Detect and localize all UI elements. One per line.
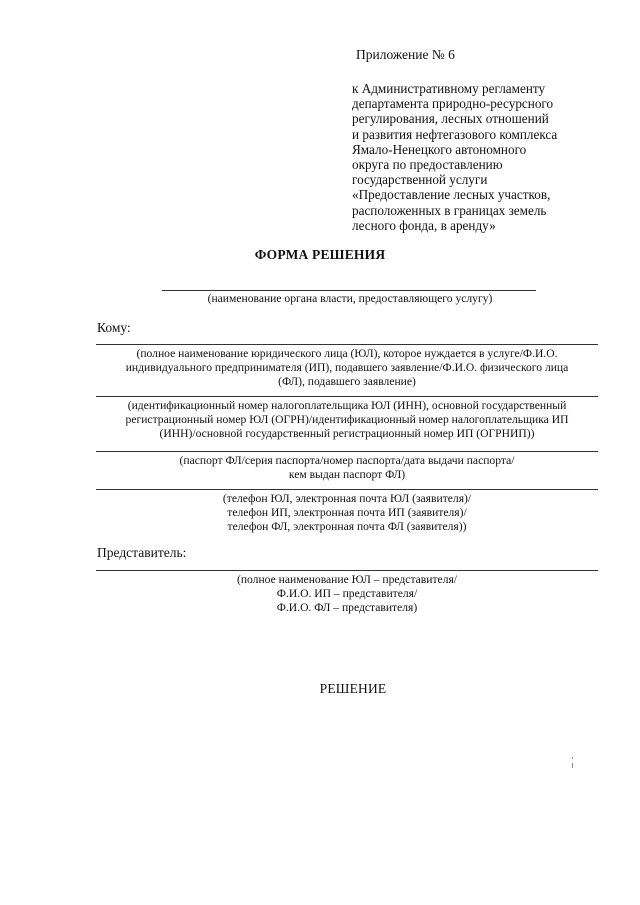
recipient-contacts-caption: (телефон ЮЛ, электронная почта ЮЛ (заявителя)/ телефон ИП, электронная почта ИП (заявителя)/ телефон ФЛ, электронная почта ФЛ (заявителя)) — [222, 492, 472, 534]
recipient-contacts-line — [96, 489, 598, 490]
authority-caption: (наименование органа власти, предоставляющего услугу) — [207, 292, 493, 305]
scan-mark — [572, 757, 573, 759]
recipient-passport-caption: (паспорт ФЛ/серия паспорта/номер паспорта/дата выдачи паспорта/ кем выдан паспорт ФЛ) — [179, 454, 515, 482]
appendix-number: Приложение № 6 — [356, 47, 455, 62]
recipient-ids-line — [96, 396, 598, 397]
to-label: Кому: — [97, 320, 131, 335]
representative-line — [96, 570, 598, 571]
recipient-passport-line — [96, 451, 598, 452]
recipient-name-line — [96, 344, 598, 345]
decision-title: РЕШЕНИЕ — [319, 681, 387, 696]
recipient-name-caption: (полное наименование юридического лица (ЮЛ), которое нуждается в услуге/Ф.И.О. индивидуального предпринимателя (ИП), подавшего заявление/Ф.И.О. физического лица (ФЛ), подавшего заявление) — [125, 347, 569, 389]
representative-caption: (полное наименование ЮЛ – представителя/ Ф.И.О. ИП – представителя/ Ф.И.О. ФЛ – представителя) — [236, 573, 458, 615]
form-title: ФОРМА РЕШЕНИЯ — [254, 247, 386, 262]
appendix-text: к Административному регламенту департамента природно-ресурсного регулирования, лесных отношений и развития нефтегазового комплекса Ямало-Ненецкого автономного округа по предоставлению государственной услуги «Предоставление лесных участков, расположенных в границах земель лесного фонда, в аренду» — [352, 81, 558, 233]
representative-label: Представитель: — [97, 545, 187, 560]
recipient-ids-caption: (идентификационный номер налогоплательщика ЮЛ (ИНН), основной государственный регистрационный номер ЮЛ (ОГРН)/идентификационный номер налогоплательщика ИП (ИНН)/основной государственный регистрационный номер ИП (ОГРНИП)) — [125, 399, 569, 441]
authority-line — [162, 290, 536, 291]
scan-mark — [572, 763, 573, 768]
